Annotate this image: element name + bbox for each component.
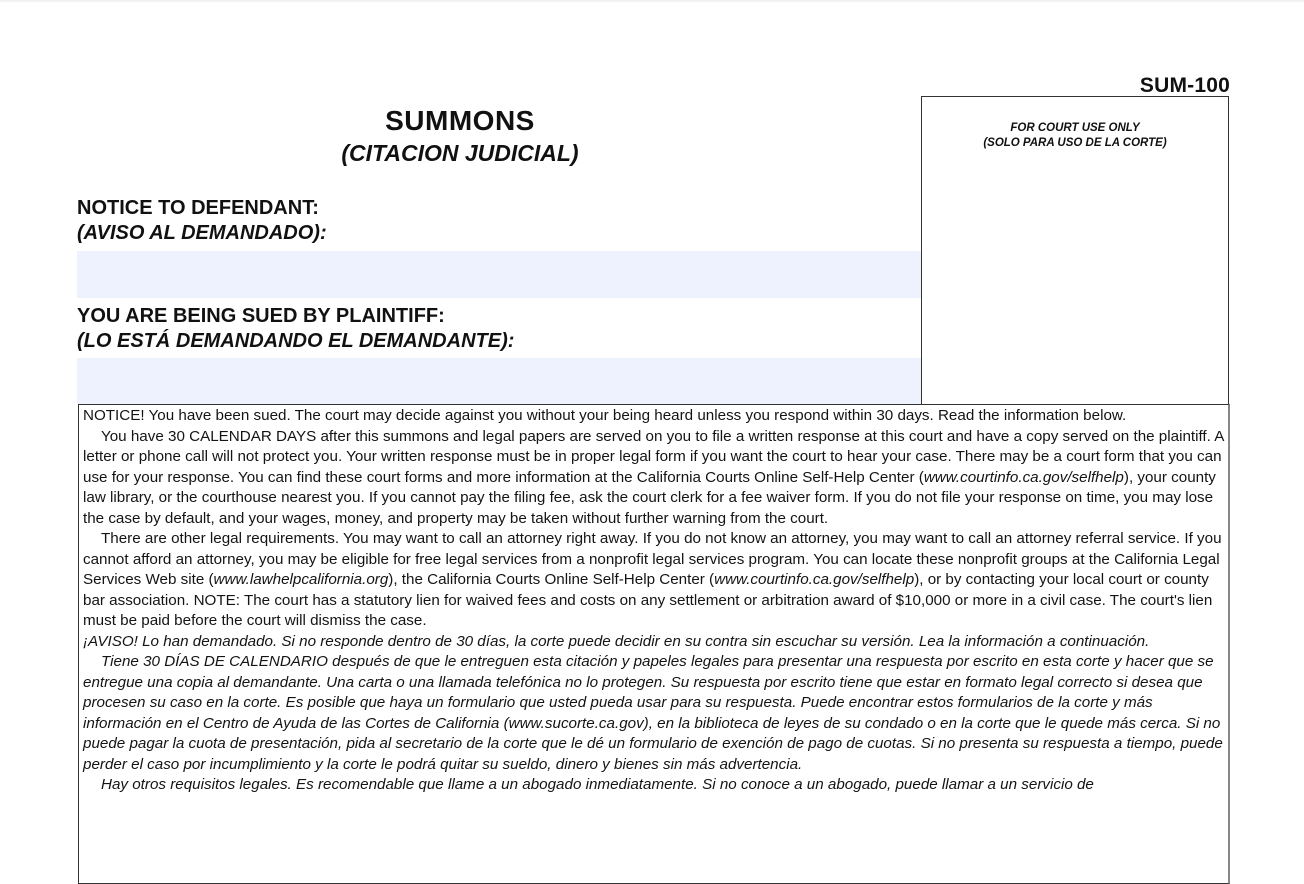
defendant-label: NOTICE TO DEFENDANT:: [77, 197, 319, 219]
plaintiff-label-es: (LO ESTÁ DEMANDANDO EL DEMANDANTE):: [77, 330, 515, 352]
notice-es-calendar-days: Tiene 30 DÍAS DE CALENDARIO después de que le entreguen esta citación y papeles legales para presentar una respuesta por escrito en esta corte y hacer que se entregue una copia al demandante. Una carta o una llamada telefónica no lo protegen. Su respuesta por escrito tiene que estar en formato legal correcto si desea que procesen su caso en la corte. Es posible que haya un formulario que usted pueda usar para su respuesta. Puede encontrar estos formularios de la corte y más información en el Centro de Ayuda de las Cortes de California (www.sucorte.ca.gov), en la biblioteca de leyes de su condado o en la corte que le quede más cerca. Si no puede pagar la cuota de presentación, pida al secretario de la corte que le dé un formulario de exención de pago de cuotas. Si no presenta su respuesta a tiempo, puede perder el caso por incumplimiento y la corte le podrá quitar su sueldo, dinero y bienes sin más advertencia.: [83, 653, 1223, 773]
selfhelp-link[interactable]: www.courtinfo.ca.gov/selfhelp: [923, 468, 1124, 486]
title-summons: SUMMONS: [385, 105, 535, 136]
court-use-label: [922, 121, 1228, 151]
lawhelp-link[interactable]: www.lawhelpcalifornia.org: [213, 571, 389, 588]
court-use-box: [921, 96, 1229, 404]
document-title: [260, 104, 660, 168]
notice-en-calendar-days: You have 30 CALENDAR DAYS after this summons and legal papers are served on you to file a written response at this court and have a copy served on the plaintiff. A letter or phone call will not protect you. Your written response must be in proper legal form if you want the court to hear your case. There may be a court form that you can use for your response. You can find these court forms and more information at the California Courts Online Self-Help Center (www.courtinfo.ca.gov/selfhelp), your county law library, or the courthouse nearest you. If you cannot pay the filing fee, ask the court clerk for a fee waiver form. If you do not file your response on time, you may lose the case by default, and your wages, money, and property may be taken without further warning from the court.: [83, 427, 1224, 527]
notice-es-intro: ¡AVISO! Lo han demandado. Si no responde dentro de 30 días, la corte puede decidir en su contra sin escuchar su versión. Lea la información a continuación.: [83, 632, 1150, 650]
notice-text-box: [78, 404, 1230, 884]
plaintiff-label: YOU ARE BEING SUED BY PLAINTIFF:: [77, 305, 445, 327]
selfhelp-link-2[interactable]: www.courtinfo.ca.gov/selfhelp: [714, 571, 915, 588]
court-use-label-en: FOR COURT USE ONLY: [1010, 122, 1140, 134]
notice-es-legal-requirements: Hay otros requisitos legales. Es recomendable que llame a un abogado inmediatamente. Si no conoce a un abogado, puede llamar a un servicio de: [101, 776, 1094, 793]
form-id: SUM-100: [1139, 74, 1230, 97]
notice-en-legal-requirements: There are other legal requirements. You may want to call an attorney right away. If you do not know an attorney, you may want to call an attorney referral service. If you cannot afford an attorney, you may be eligible for free legal services from a nonprofit legal services program. You can locate these nonprofit groups at the California Legal Services Web site (www.lawhelpcalifornia.org), the California Courts Online Self-Help Center (www.courtinfo.ca.gov/selfhelp), or by contacting your local court or county bar association. NOTE: The court has a statutory lien for waived fees and costs on any settlement or arbitration award of $10,000 or more in a civil case. The court's lien must be paid before the court will dismiss the case.: [83, 530, 1222, 629]
notice-en-intro: NOTICE! You have been sued. The court may decide against you without your being heard unless you respond within 30 days. Read the information below.: [83, 407, 1127, 424]
court-use-label-es: (SOLO PARA USO DE LA CORTE): [983, 137, 1167, 149]
defendant-name-field[interactable]: [77, 251, 921, 298]
viewer-top-edge: [0, 0, 1304, 3]
plaintiff-name-field[interactable]: [77, 358, 921, 404]
defendant-label-es: (AVISO AL DEMANDADO):: [77, 222, 327, 244]
title-citacion: (CITACION JUDICIAL): [341, 140, 579, 166]
